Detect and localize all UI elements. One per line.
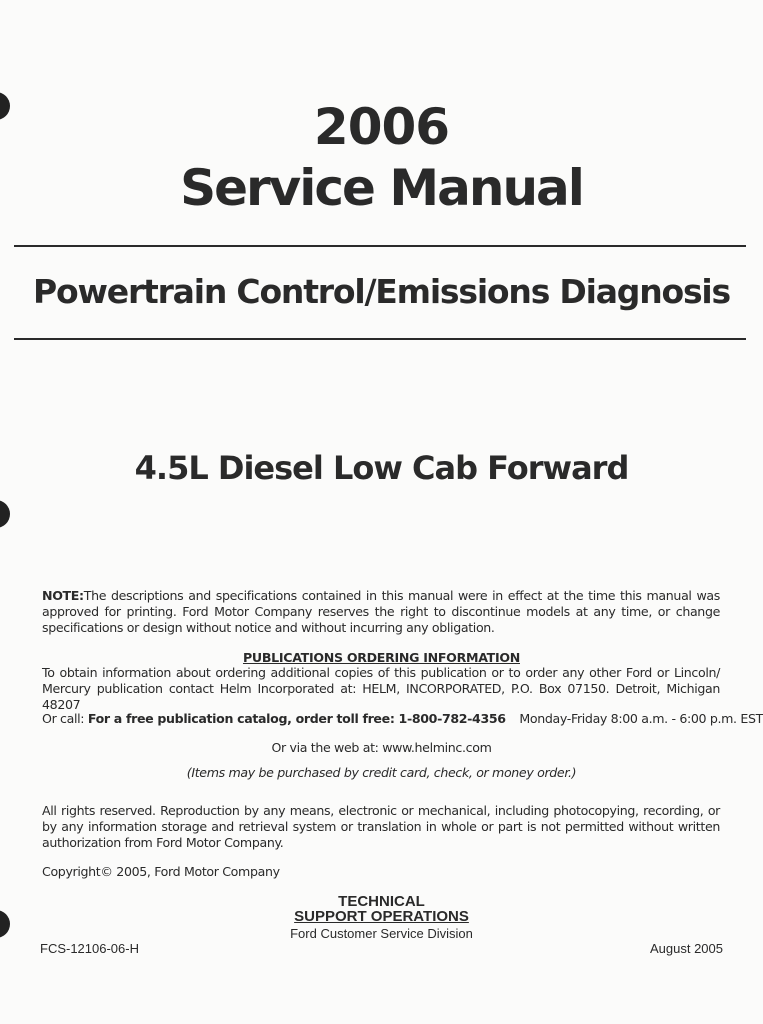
document-code: FCS-12106-06-H: [40, 941, 139, 956]
publication-date: August 2005: [649, 941, 723, 956]
divider-bottom: [14, 338, 746, 340]
tech-heading-line2: SUPPORT OPERATIONS: [294, 908, 469, 925]
tech-heading-line1: TECHNICAL: [338, 893, 425, 910]
call-hours: Monday-Friday 8:00 a.m. - 6:00 p.m. EST: [519, 711, 763, 726]
division-line: Ford Customer Service Division: [290, 926, 473, 941]
call-number: For a free publication catalog, order toll free: 1-800-782-4356: [87, 711, 506, 726]
manual-title: Service Manual: [180, 159, 583, 217]
publications-text: To obtain information about ordering additional copies of this publication or to order any other Ford or Lincoln/ Mercury publication contact Helm Incorporated at: HELM, INCORPORATED, P.O. Box 07150. Detroit, Michigan 48207: [42, 665, 720, 712]
web-line: Or via the web at: www.helminc.com: [271, 740, 492, 755]
note-paragraph: [42, 588, 720, 636]
manual-subtitle: Powertrain Control/Emissions Diagnosis: [33, 272, 730, 311]
engine-heading: 4.5L Diesel Low Cab Forward: [134, 449, 629, 487]
divider-top: [14, 245, 746, 247]
note-text: The descriptions and specifications contained in this manual were in effect at the time this manual was approved for printing. Ford Motor Company reserves the right to discontinue models at any time, or change specifications or design without notice and without incurring any obligation.: [42, 588, 720, 635]
call-prefix: Or call:: [42, 711, 85, 726]
note-label: NOTE:: [42, 588, 84, 603]
call-line: [42, 711, 763, 727]
payment-line: (Items may be purchased by credit card, check, or money order.): [186, 765, 577, 780]
binder-hole-middle: [0, 500, 10, 528]
copyright-line: Copyright© 2005, Ford Motor Company: [42, 864, 280, 879]
manual-year: 2006: [313, 98, 450, 156]
publications-heading: PUBLICATIONS ORDERING INFORMATION: [242, 650, 520, 665]
rights-paragraph: All rights reserved. Reproduction by any means, electronic or mechanical, including photocopying, recording, or by any information storage and retrieval system or translation in whole or part is not permitted without written authorization from Ford Motor Company.: [42, 803, 720, 850]
